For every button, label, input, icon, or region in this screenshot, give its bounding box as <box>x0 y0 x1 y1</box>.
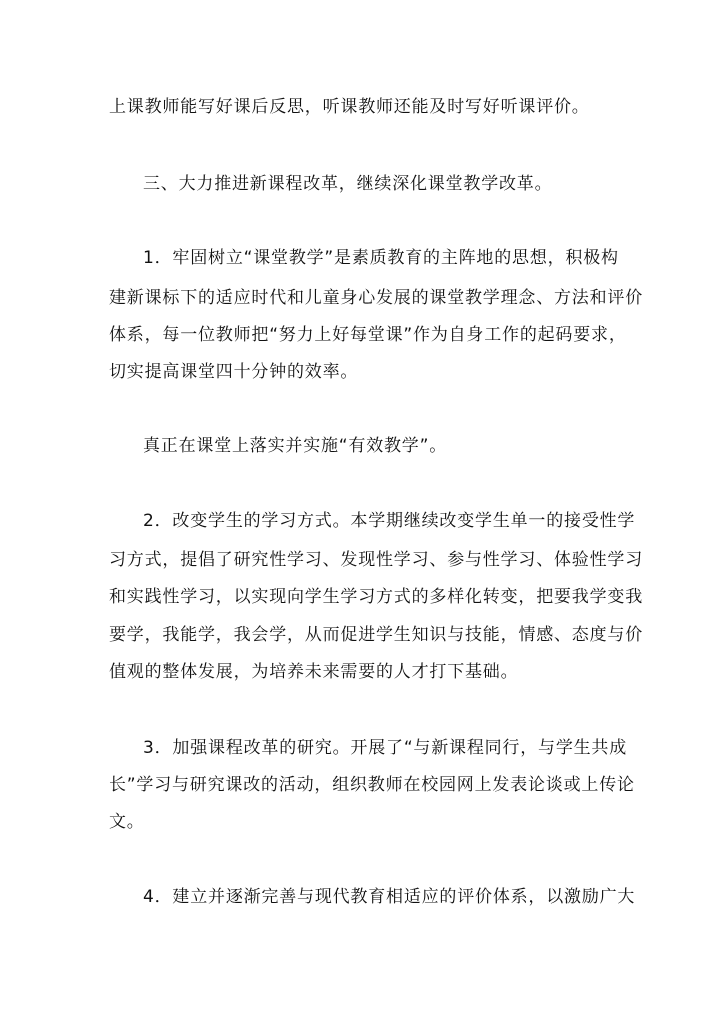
paragraph-line: 习方式，提倡了研究性学习、发现性学习、参与性学习、体验性学习 <box>109 550 643 570</box>
paragraph-line: 体系，每一位教师把“努力上好每堂课”作为自身工作的起码要求， <box>109 325 627 345</box>
paragraph-line: 1．牢固树立“课堂教学”是素质教育的主阵地的思想，积极构 <box>143 248 619 268</box>
paragraph-line: 2．改变学生的学习方式。本学期继续改变学生单一的接受性学 <box>143 511 636 531</box>
paragraph-line: 4．建立并逐渐完善与现代教育相适应的评价体系，以激励广大 <box>143 887 636 907</box>
paragraph-line: 文。 <box>109 812 145 832</box>
paragraph-line: 和实践性学习，以实现向学生学习方式的多样化转变，把要我学变我 <box>109 587 643 607</box>
paragraph-line: 长”学习与研究课改的活动，组织教师在校园网上发表论谈或上传论 <box>109 775 635 795</box>
paragraph-line: 值观的整体发展，为培养未来需要的人才打下基础。 <box>109 662 519 682</box>
paragraph-line: 上课教师能写好课后反思，听课教师还能及时写好听课评价。 <box>109 97 590 117</box>
paragraph-line: 切实提高课堂四十分钟的效率。 <box>109 362 359 382</box>
section-heading: 三、大力推进新课程改革，继续深化课堂教学改革。 <box>143 174 553 194</box>
paragraph-line: 要学，我能学，我会学，从而促进学生知识与技能，情感、态度与价 <box>109 625 643 645</box>
paragraph-line: 建新课标下的适应时代和儿童身心发展的课堂教学理念、方法和评价 <box>109 288 643 308</box>
paragraph-line: 真正在课堂上落实并实施“有效教学”。 <box>143 436 448 456</box>
paragraph-line: 3．加强课程改革的研究。开展了“与新课程同行，与学生共成 <box>143 738 628 758</box>
